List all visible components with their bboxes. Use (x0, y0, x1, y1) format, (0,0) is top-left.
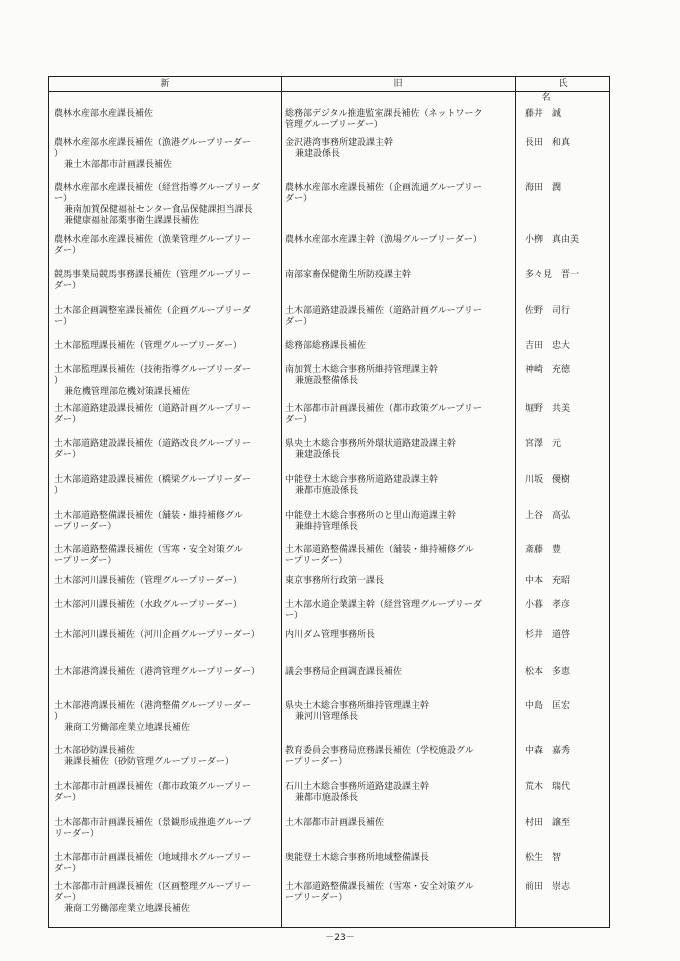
table-header (49, 77, 609, 103)
column-divider (515, 77, 516, 927)
old-position (285, 576, 511, 587)
new-position-line: 兼課長補佐（砂防管理グループリーダー） (64, 757, 234, 767)
new-position (54, 600, 278, 611)
column-divider (281, 77, 282, 927)
person-name: 多々見 晋一 (525, 270, 580, 280)
new-position-line: 競馬事業局競馬事務課長補佐（管理グループリー (54, 270, 251, 280)
old-position (285, 341, 511, 352)
new-position (54, 475, 278, 497)
old-position-line: 兼維持管理係長 (295, 522, 359, 532)
old-position-line: 中能登土木総合事務所道路建設課主幹 (285, 475, 439, 485)
new-position (54, 235, 278, 257)
old-position-line: 兼都市施設係長 (295, 486, 359, 496)
new-position (54, 818, 278, 840)
old-position (285, 365, 511, 387)
new-position-line: ダー） (54, 864, 82, 874)
new-position-line: 土木部砂防課長補佐 (54, 746, 136, 756)
old-position-line: 農林水産部水産課長補佐（企画流通グループリー (285, 183, 482, 193)
old-position-line: ダー） (285, 194, 313, 204)
old-position (285, 138, 511, 160)
new-position-line: ダー） (54, 281, 82, 291)
new-position-line: 兼商工労働部産業立地課長補佐 (64, 723, 191, 733)
new-position (54, 630, 278, 641)
old-position (285, 600, 511, 622)
person-name: 荒木 瑞代 (525, 782, 571, 792)
old-position-line: 管理グループリーダー） (285, 120, 383, 130)
new-position-line: ー） (54, 317, 73, 327)
new-position (54, 270, 278, 292)
person-name: 杉井 道啓 (525, 630, 571, 640)
new-position-line: 土木部港湾課長補佐（港湾管理グループリーダー） (54, 667, 260, 677)
old-position-line: 兼都市施設係長 (295, 793, 359, 803)
new-position (54, 404, 278, 426)
new-position-line: リーダー） (54, 829, 100, 839)
old-position-line: 総務部デジタル推進監室課長補佐（ネットワーク (285, 109, 483, 119)
person-name: 中森 嘉秀 (525, 746, 571, 756)
old-position-line: 奥能登土木総合事務所地域整備課長 (285, 853, 430, 863)
person-name: 川坂 優樹 (525, 475, 571, 485)
old-position-line: 中能登土木総合事務所のと里山海道課主幹 (285, 511, 457, 521)
new-position (54, 365, 278, 398)
person-name: 宮澤 元 (525, 439, 562, 449)
old-position (285, 235, 511, 246)
new-position-line: 土木部河川課長補佐（河川企画グループリーダー） (54, 630, 260, 640)
new-position (54, 882, 278, 915)
old-position (285, 404, 511, 426)
old-position-line: 土木部水道企業課主幹（経営管理グループリーダ (285, 600, 482, 610)
old-position (285, 545, 511, 567)
old-position (285, 439, 511, 461)
old-position-line: 兼施設整備係長 (295, 376, 359, 386)
old-position-line: 土木部道路整備課長補佐（舗装・維持補修グル (285, 545, 474, 555)
new-position-line: 農林水産部水産課長補佐 (54, 109, 154, 119)
new-position (54, 138, 278, 171)
new-position-line: ダー） (54, 450, 82, 460)
new-position-line: ） (54, 712, 64, 722)
new-position (54, 545, 278, 567)
old-position-line: 農林水産部水産課主幹（漁場グループリーダー） (285, 235, 482, 245)
new-position-line: ダー） (54, 893, 82, 903)
new-position (54, 341, 278, 352)
new-position-line: 土木部道路建設課長補佐（道路改良グループリー (54, 439, 251, 449)
new-position-line: ー） (54, 194, 73, 204)
old-position (285, 109, 511, 131)
new-position (54, 701, 278, 734)
new-position (54, 853, 278, 875)
old-position (285, 306, 511, 328)
old-position (285, 782, 511, 804)
old-position-line: 議会事務局企画調査課長補佐 (285, 667, 403, 677)
old-position-line: 総務部総務課長補佐 (285, 341, 367, 351)
new-position-line: 土木部河川課長補佐（管理グループリーダー） (54, 576, 242, 586)
new-position-line: 農林水産部水産課長補佐（漁港グループリーダー (54, 138, 251, 148)
new-position (54, 782, 278, 804)
old-position-line: 金沢港湾事務所建設課主幹 (285, 138, 394, 148)
personnel-table (48, 76, 610, 928)
old-position-line: ダー） (285, 415, 313, 425)
person-name: 松本 多恵 (525, 667, 571, 677)
person-name: 松生 智 (525, 853, 562, 863)
new-position-line: 土木部都市計画課長補佐（地域排水グループリー (54, 853, 251, 863)
old-position (285, 511, 511, 533)
person-name: 村田 譲至 (525, 818, 571, 828)
old-position-line: 内川ダム管理事務所長 (285, 630, 376, 640)
person-name: 中島 匡宏 (525, 701, 571, 711)
new-position-line: 兼健康福祉部薬事衛生課課長補佐 (64, 216, 200, 226)
person-name: 斎藤 豊 (525, 545, 562, 555)
new-position-line: 土木部道路建設課長補佐（橋梁グループリーダー (54, 475, 251, 485)
person-name: 神崎 充徳 (525, 365, 571, 375)
new-position-line: 土木部都市計画課長補佐（景観形成推進グループ (54, 818, 252, 828)
person-name: 小栁 真由美 (525, 235, 580, 245)
new-position-line: ） (54, 149, 64, 159)
person-name: 堀野 共美 (525, 404, 571, 414)
old-position-line: 土木部都市計画課長補佐（都市政策グループリー (285, 404, 482, 414)
person-name: 前田 崇志 (525, 882, 571, 892)
old-position-line: 県央土木総合事務所維持管理課主幹 (285, 701, 430, 711)
new-position (54, 306, 278, 328)
new-position (54, 439, 278, 461)
new-position-line: 土木部道路整備課長補佐（雪寒・安全対策グル (54, 545, 243, 555)
person-name: 中本 充昭 (525, 576, 571, 586)
new-position-line: 農林水産部水産課長補佐（漁業管理グループリー (54, 235, 251, 245)
old-position (285, 746, 511, 768)
old-position-line: ープリーダー） (285, 893, 348, 903)
old-position-line: 土木部道路建設課長補佐（道路計画グループリー (285, 306, 482, 316)
old-position (285, 667, 511, 678)
new-position-line: 土木部河川課長補佐（水政グループリーダー） (54, 600, 242, 610)
old-position (285, 630, 511, 641)
new-position-line: 土木部道路建設課長補佐（道路計画グループリー (54, 404, 251, 414)
header-new: 新 (160, 79, 170, 89)
page-number: －23－ (325, 933, 355, 943)
new-position-line: 土木部都市計画課長補佐（区画整理グループリー (54, 882, 251, 892)
new-position-line: 兼南加賀保健福祉センター食品保健課担当課長 (64, 205, 253, 215)
new-position-line: ープリーダー） (54, 556, 117, 566)
person-name: 吉田 忠大 (525, 341, 571, 351)
new-position-line: 農林水産部水産課長補佐（経営指導グループリーダ (54, 183, 260, 193)
old-position (285, 882, 511, 904)
new-position-line: 兼危機管理部危機対策課長補佐 (64, 387, 191, 397)
new-position-line: 土木部企画調整室課長補佐（企画グループリーダ (54, 306, 251, 316)
person-name: 藤井 誠 (525, 109, 562, 119)
new-position (54, 576, 278, 587)
new-position (54, 511, 278, 533)
old-position (285, 270, 511, 281)
old-position (285, 853, 511, 864)
old-position-line: 県央土木総合事務所外環状道路建設課主幹 (285, 439, 457, 449)
new-position (54, 667, 278, 678)
old-position (285, 701, 511, 723)
old-position-line: ープリーダー） (285, 556, 348, 566)
new-position-line: 土木部都市計画課長補佐（都市政策グループリー (54, 782, 251, 792)
old-position-line: ー） (285, 611, 304, 621)
new-position-line: 兼土木部都市計画課長補佐 (64, 160, 173, 170)
old-position-line: 兼建設係長 (295, 450, 341, 460)
person-name: 上谷 高弘 (525, 511, 571, 521)
header-old: 旧 (393, 79, 403, 89)
new-position-line: ダー） (54, 415, 82, 425)
old-position-line: 兼建設係長 (295, 149, 341, 159)
new-position-line: ） (54, 486, 64, 496)
new-position-line: 土木部監理課長補佐（管理グループリーダー） (54, 341, 242, 351)
old-position-line: 教育委員会事務局庶務課長補佐（学校施設グル (285, 746, 474, 756)
person-name: 佐野 司行 (525, 306, 571, 316)
old-position-line: 南加賀土木総合事務所維持管理課主幹 (285, 365, 439, 375)
header-name: 氏名 (541, 79, 602, 103)
new-position-line: 土木部監理課長補佐（技術指導グループリーダー (54, 365, 251, 375)
old-position-line: 土木部道路整備課長補佐（雪寒・安全対策グル (285, 882, 474, 892)
person-name: 小暮 孝彦 (525, 600, 571, 610)
old-position-line: 兼河川管理係長 (295, 712, 359, 722)
new-position-line: ） (54, 376, 64, 386)
new-position-line: ープリーダー） (54, 522, 117, 532)
old-position-line: 石川土木総合事務所道路建設課主幹 (285, 782, 430, 792)
old-position-line: 東京事務所行政第一課長 (285, 576, 385, 586)
old-position-line: ープリーダー） (285, 757, 348, 767)
new-position-line: ダー） (54, 246, 82, 256)
new-position (54, 746, 278, 768)
new-position (54, 109, 278, 120)
new-position-line: 兼商工労働部産業立地課長補佐 (64, 904, 191, 914)
old-position-line: 南部家畜保健衛生所防疫課主幹 (285, 270, 412, 280)
old-position (285, 818, 511, 829)
old-position (285, 183, 511, 205)
new-position-line: 土木部港湾課長補佐（港湾整備グループリーダー (54, 701, 251, 711)
new-position (54, 183, 278, 227)
old-position-line: ダー） (285, 317, 313, 327)
old-position (285, 475, 511, 497)
new-position-line: 土木部道路整備課長補佐（舗装・維持補修グル (54, 511, 243, 521)
old-position-line: 土木部都市計画課長補佐 (285, 818, 385, 828)
person-name: 長田 和真 (525, 138, 571, 148)
person-name: 海田 潤 (525, 183, 562, 193)
new-position-line: ダー） (54, 793, 82, 803)
